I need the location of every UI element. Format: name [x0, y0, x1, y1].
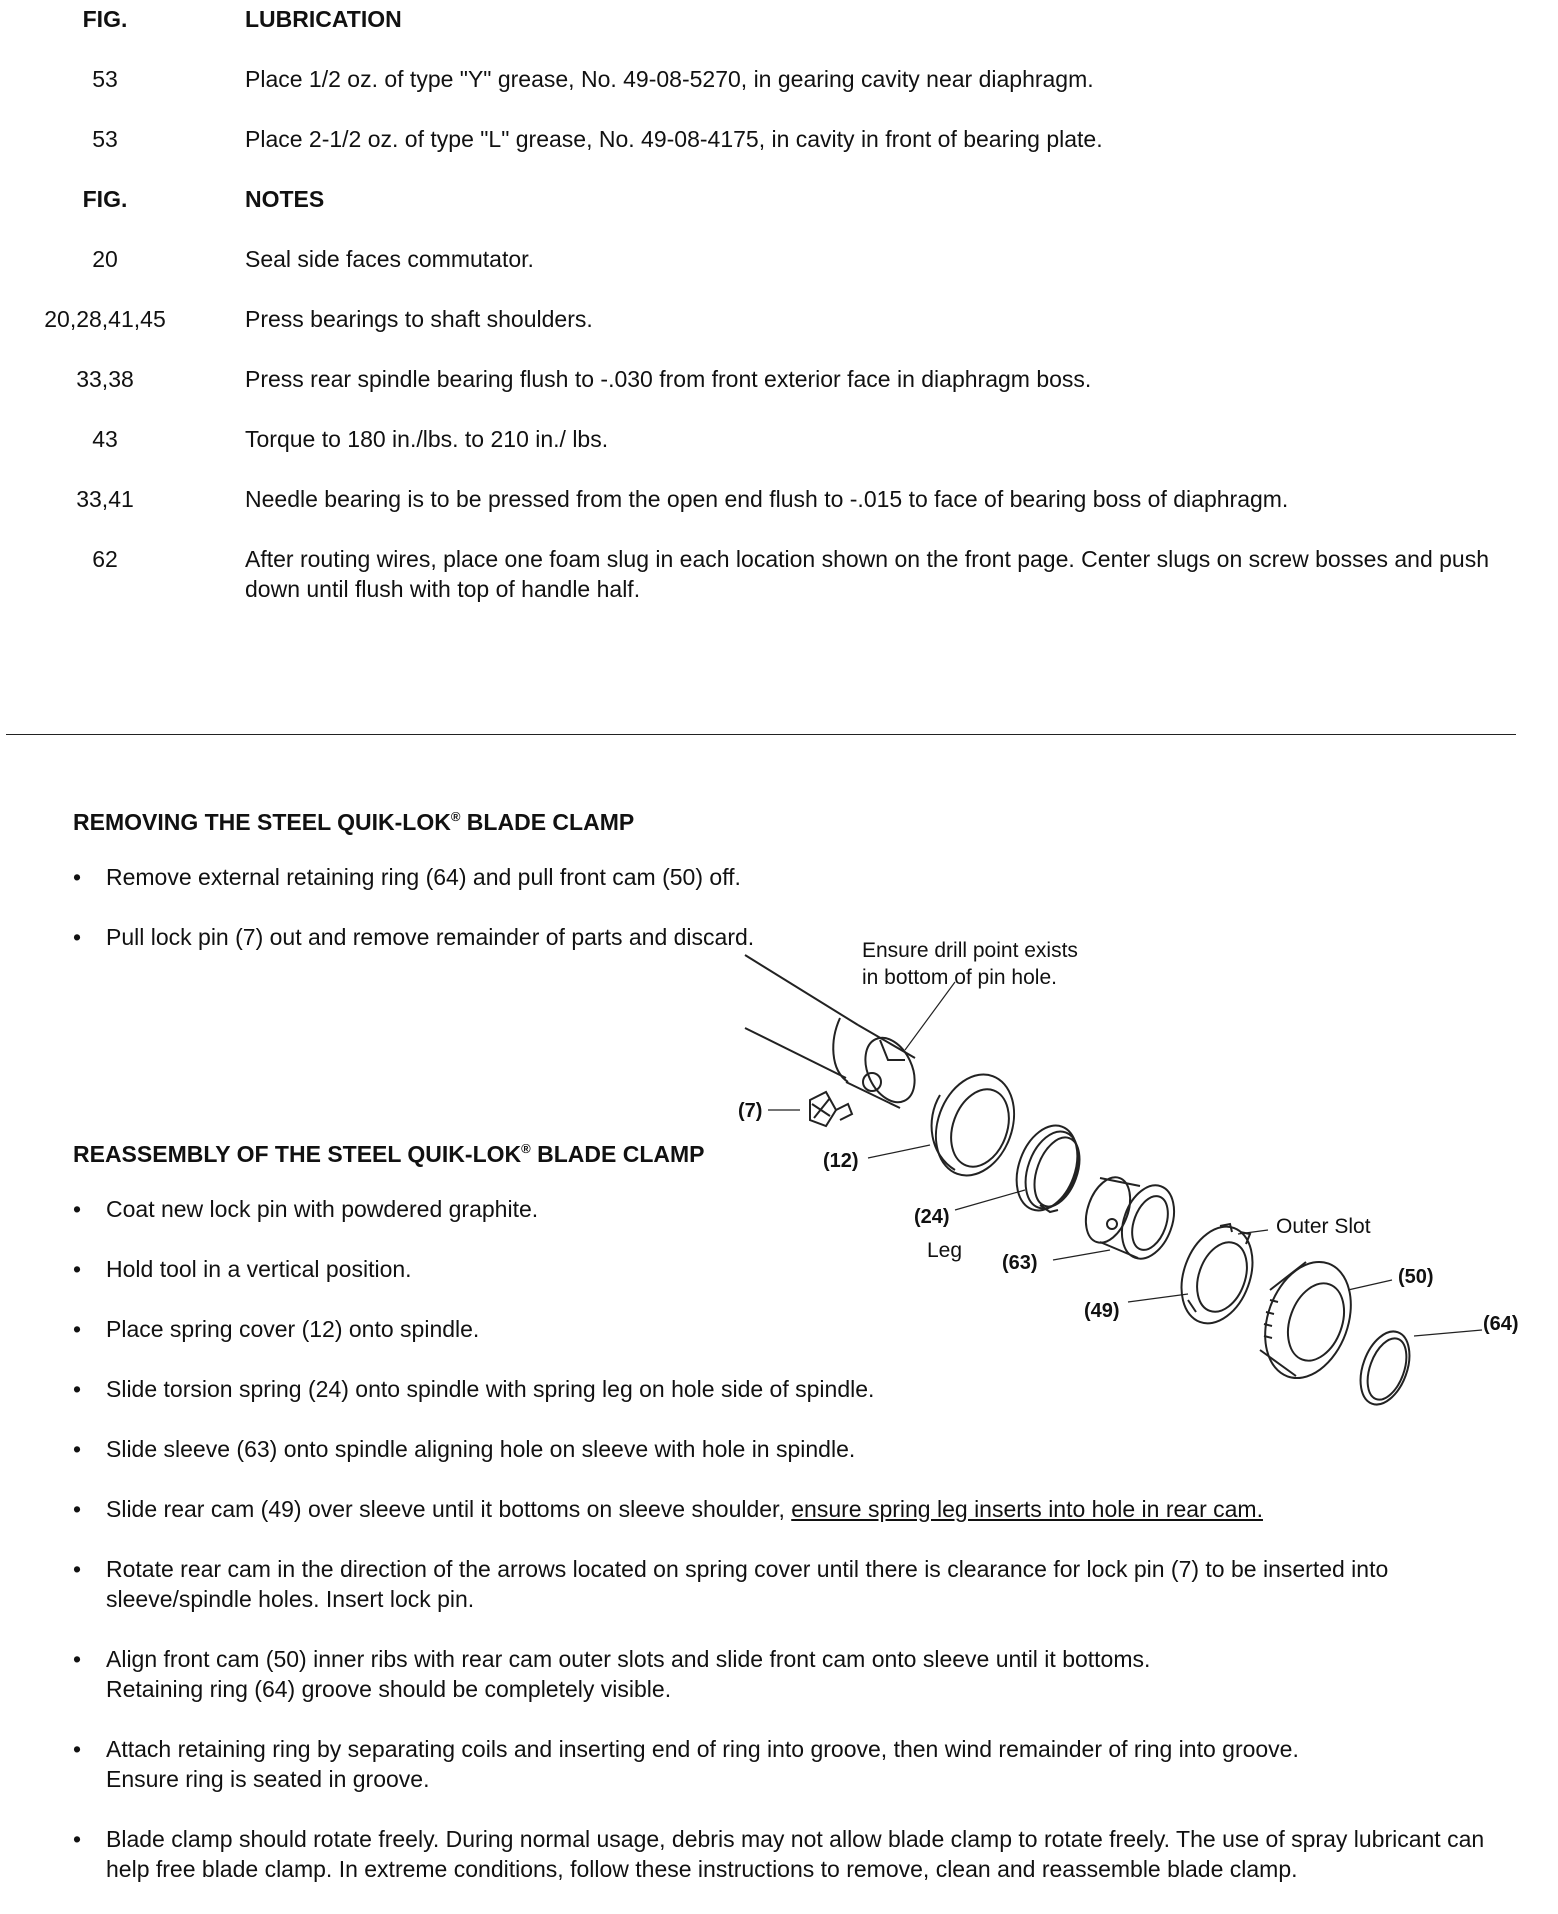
notes-title: NOTES	[245, 186, 325, 212]
bullet-icon: •	[73, 1376, 82, 1402]
bullet-icon: •	[73, 1256, 82, 1282]
part-label-12: (12)	[823, 1150, 859, 1172]
lubrication-fig-cell: 53	[92, 126, 118, 152]
bullet-icon: •	[73, 1556, 82, 1582]
rear-cam-drawing	[1169, 1217, 1265, 1334]
part-label-50: (50)	[1398, 1266, 1434, 1288]
reassembly-step: Rotate rear cam in the direction of the arrows located on spring cover until there is clearance for lock pin (7) to be inserted into sleeve/spindle holes. Insert lock pin.	[106, 1556, 1389, 1612]
bullet-icon: •	[73, 1646, 82, 1672]
underlined-warning: ensure spring leg inserts into hole in rear cam.	[791, 1496, 1263, 1522]
reassembly-step: Hold tool in a vertical position.	[106, 1256, 412, 1282]
part-label-7: (7)	[738, 1100, 763, 1122]
part-label-63: (63)	[1002, 1252, 1038, 1274]
reassembly-step: Blade clamp should rotate freely. During normal usage, debris may not allow blade clamp to rotate freely. The use of spray lubricant can help free blade clamp. In extreme conditions, follow these instructions to remove, clean and reassemble blade clamp.	[106, 1826, 1485, 1882]
notes-fig-header: FIG.	[82, 186, 128, 212]
notes-fig-cell: 20,28,41,45	[44, 306, 166, 332]
bullet-icon: •	[73, 1826, 82, 1852]
reassembly-step: Align front cam (50) inner ribs with rear cam outer slots and slide front cam onto sleeve until it bottoms. Retaining ring (64) groove should be completely visible.	[106, 1646, 1151, 1702]
notes-text-cell: Torque to 180 in./lbs. to 210 in./ lbs.	[245, 426, 609, 452]
part-label-24: (24)	[914, 1206, 950, 1228]
reassembly-step: Slide sleeve (63) onto spindle aligning hole on sleeve with hole in spindle.	[106, 1436, 856, 1462]
bullet-icon: •	[73, 1736, 82, 1762]
retaining-ring-drawing	[1351, 1325, 1418, 1411]
lubrication-title: LUBRICATION	[245, 6, 402, 32]
notes-text-cell: After routing wires, place one foam slug in each location shown on the front page. Center slugs on screw bosses and push down until flush with top of handle half.	[245, 546, 1489, 602]
notes-fig-cell: 33,38	[76, 366, 134, 392]
front-cam-drawing	[1250, 1250, 1366, 1390]
lock-pin-drawing	[810, 1092, 852, 1126]
outer-slot-label: Outer Slot	[1276, 1215, 1371, 1238]
leg-label: Leg	[927, 1239, 963, 1262]
bullet-icon: •	[73, 1496, 82, 1522]
part-label-64: (64)	[1483, 1313, 1519, 1335]
notes-fig-cell: 33,41	[76, 486, 134, 512]
torsion-spring-drawing	[1006, 1117, 1089, 1219]
removing-step: Remove external retaining ring (64) and pull front cam (50) off.	[106, 864, 741, 890]
bullet-icon: •	[73, 1436, 82, 1462]
bullet-icon: •	[73, 1196, 82, 1222]
notes-text-cell: Needle bearing is to be pressed from the open end flush to -.015 to face of bearing boss of diaphragm.	[245, 486, 1289, 512]
notes-fig-cell: 20	[92, 246, 118, 272]
lubrication-text-cell: Place 2-1/2 oz. of type "L" grease, No. 49-08-4175, in cavity in front of bearing plate.	[245, 126, 1103, 152]
bullet-icon: •	[73, 924, 82, 950]
notes-text-cell: Press bearings to shaft shoulders.	[245, 306, 593, 332]
reassembly-heading: REASSEMBLY OF THE STEEL QUIK-LOK® BLADE CLAMP	[73, 1141, 705, 1167]
reassembly-step: Attach retaining ring by separating coils and inserting end of ring into groove, then wind remainder of ring into groove. Ensure ring is seated in groove.	[106, 1736, 1299, 1792]
drill-point-note: Ensure drill point exists in bottom of pin hole.	[862, 939, 1078, 989]
spring-cover-drawing	[922, 1063, 1027, 1186]
sleeve-drawing	[1078, 1171, 1184, 1266]
removing-heading: REMOVING THE STEEL QUIK-LOK® BLADE CLAMP	[73, 809, 635, 835]
reassembly-step: Slide torsion spring (24) onto spindle with spring leg on hole side of spindle.	[106, 1376, 875, 1402]
part-label-49: (49)	[1084, 1300, 1120, 1322]
lubrication-fig-cell: 53	[92, 66, 118, 92]
lubrication-text-cell: Place 1/2 oz. of type "Y" grease, No. 49-08-5270, in gearing cavity near diaphragm.	[245, 66, 1094, 92]
bullet-icon: •	[73, 864, 82, 890]
removing-step: Pull lock pin (7) out and remove remainder of parts and discard.	[106, 924, 755, 950]
reassembly-step: Place spring cover (12) onto spindle.	[106, 1316, 480, 1342]
reassembly-step: Coat new lock pin with powdered graphite.	[106, 1196, 539, 1222]
notes-text-cell: Seal side faces commutator.	[245, 246, 534, 272]
notes-fig-cell: 43	[92, 426, 118, 452]
lubrication-fig-header: FIG.	[82, 6, 128, 32]
notes-fig-cell: 62	[92, 546, 118, 572]
notes-text-cell: Press rear spindle bearing flush to -.030 from front exterior face in diaphragm boss.	[245, 366, 1092, 392]
reassembly-step: Slide rear cam (49) over sleeve until it bottoms on sleeve shoulder, ensure spring leg inserts into hole in rear cam.	[106, 1496, 1263, 1522]
bullet-icon: •	[73, 1316, 82, 1342]
